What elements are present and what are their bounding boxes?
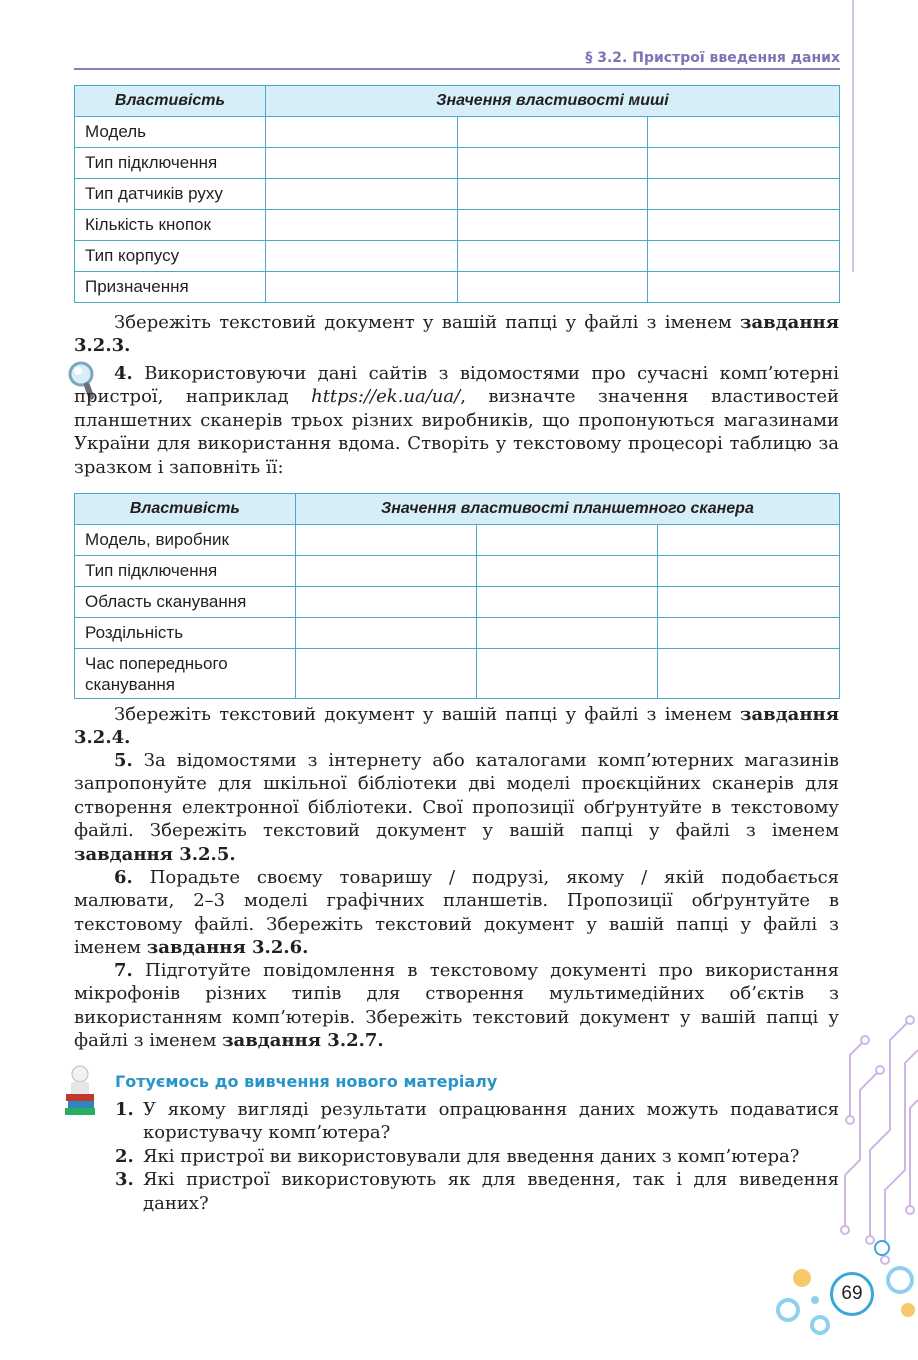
task-number: 7. [114, 960, 133, 981]
paragraph-text: Порадьте своєму товаришу / подрузі, якому / якій подобається малювати, 2–3 моделі графічних планшетів. Пропозиції обґрунтуйте в текстовому файлі. Збережіть текстовий документ у вашій папці у файлі з іменем [74, 867, 839, 959]
task-number: 4. [114, 363, 133, 384]
table-row [75, 241, 840, 272]
row-label: Модель [75, 117, 266, 148]
table-row [75, 556, 840, 587]
books-icon [62, 1064, 98, 1120]
table-row [75, 649, 840, 699]
prep-question-list [115, 1098, 839, 1215]
question-text: У якому вигляді результати опрацювання даних можуть подаватися користувачу комп’ютера? [143, 1099, 839, 1144]
empty-cell [648, 272, 840, 303]
paragraph-text: За відомостями з інтернету або каталогами комп’ютерних магазинів запропонуйте для шкільної бібліотеки дві моделі проєкційних сканерів для створення електронної бібліотеки. Свої пропозиції обґрунтуйте в текстовому файлі. Збережіть текстовий документ у вашій папці у файлі з іменем [74, 750, 839, 842]
task-number: 5. [114, 750, 133, 771]
empty-cell [648, 179, 840, 210]
table-row [75, 587, 840, 618]
table-row [75, 179, 840, 210]
file-name: завдання 3.2.6. [146, 937, 309, 959]
task-6 [74, 866, 839, 960]
table-row [75, 272, 840, 303]
mouse-properties-table [74, 85, 840, 303]
empty-cell [457, 117, 648, 148]
empty-cell [265, 148, 457, 179]
empty-cell [648, 117, 840, 148]
table-header-cell: Значення властивості миші [265, 86, 839, 117]
empty-cell [295, 649, 476, 699]
row-label: Тип підключення [75, 148, 266, 179]
table-row [75, 117, 840, 148]
question-number: 2. [115, 1145, 134, 1167]
table-header-cell: Значення властивості планшетного сканера [295, 494, 839, 525]
row-label: Час попереднього сканування [75, 649, 296, 699]
empty-cell [658, 618, 840, 649]
save-instruction-1 [74, 311, 839, 358]
task-4 [74, 362, 839, 479]
empty-cell [295, 618, 476, 649]
margin-divider [852, 0, 854, 272]
row-label: Тип датчиків руху [75, 179, 266, 210]
page-number: 69 [830, 1272, 874, 1316]
paragraph-text: , визначте значення властивостей планшетних сканерів трьох різних виробників, що пропонуються магазинами України для використання вдома. Створіть у текстовому процесорі таблицю за зразком і заповніть її: [74, 386, 839, 478]
row-label: Модель, виробник [75, 525, 296, 556]
section-title: § 3.2. Пристрої введення даних [585, 50, 840, 66]
empty-cell [476, 618, 658, 649]
empty-cell [295, 587, 476, 618]
task-7 [74, 959, 839, 1053]
file-name: завдання 3.2.4. [74, 704, 839, 749]
empty-cell [658, 556, 840, 587]
empty-cell [457, 272, 648, 303]
table-row [75, 210, 840, 241]
question-number: 3. [115, 1169, 134, 1191]
list-item [115, 1098, 839, 1145]
empty-cell [457, 179, 648, 210]
task-number: 6. [114, 867, 133, 888]
header-divider [74, 68, 840, 70]
row-label: Призначення [75, 272, 266, 303]
empty-cell [476, 587, 658, 618]
empty-cell [457, 148, 648, 179]
table-row [75, 525, 840, 556]
scanner-properties-table [74, 493, 840, 699]
empty-cell [658, 587, 840, 618]
paragraph-text: Використовуючи дані сайтів з відомостями про сучасні комп’ютерні пристрої, наприклад [74, 363, 839, 408]
paragraph-text: Збережіть текстовий документ у вашій папці у файлі з іменем [114, 312, 741, 333]
empty-cell [295, 525, 476, 556]
question-text: Які пристрої використовують як для введення, так і для виведення даних? [143, 1169, 839, 1214]
empty-cell [658, 525, 840, 556]
table-row [75, 618, 840, 649]
question-text: Які пристрої ви використовували для введення даних з комп’ютера? [143, 1145, 800, 1167]
empty-cell [658, 649, 840, 699]
prep-section-title: Готуємось до вивчення нового матеріалу [115, 1072, 498, 1091]
file-name: завдання 3.2.5. [74, 843, 236, 865]
paragraph-text: Збережіть текстовий документ у вашій папці у файлі з іменем [114, 704, 741, 725]
row-label: Тип корпусу [75, 241, 266, 272]
table-header-row [75, 494, 840, 525]
row-label: Тип підключення [75, 556, 296, 587]
table-header-row [75, 86, 840, 117]
empty-cell [648, 148, 840, 179]
empty-cell [476, 525, 658, 556]
empty-cell [265, 210, 457, 241]
empty-cell [457, 241, 648, 272]
table-header-cell: Властивість [75, 494, 296, 525]
row-label: Кількість кнопок [75, 210, 266, 241]
empty-cell [265, 272, 457, 303]
file-name: завдання 3.2.3. [74, 312, 839, 357]
empty-cell [476, 556, 658, 587]
url-text: https://ek.ua/ua/ [311, 386, 461, 408]
task-5 [74, 749, 839, 866]
empty-cell [265, 241, 457, 272]
empty-cell [295, 556, 476, 587]
row-label: Область сканування [75, 587, 296, 618]
empty-cell [265, 117, 457, 148]
file-name: завдання 3.2.7. [222, 1030, 384, 1052]
list-item [115, 1145, 839, 1168]
save-instruction-2 [74, 703, 839, 750]
table-header-cell: Властивість [75, 86, 266, 117]
list-item [115, 1168, 839, 1215]
empty-cell [476, 649, 658, 699]
row-label: Роздільність [75, 618, 296, 649]
question-number: 1. [115, 1099, 134, 1120]
paragraph-text: Підготуйте повідомлення в текстовому документі про використання мікрофонів різних типів для створення мультимедійних об’єктів з використанням комп’ютерів. Збережіть текстовий документ у вашій папці у файлі з іменем [74, 960, 839, 1052]
empty-cell [457, 210, 648, 241]
empty-cell [648, 241, 840, 272]
empty-cell [648, 210, 840, 241]
table-row [75, 148, 840, 179]
empty-cell [265, 179, 457, 210]
